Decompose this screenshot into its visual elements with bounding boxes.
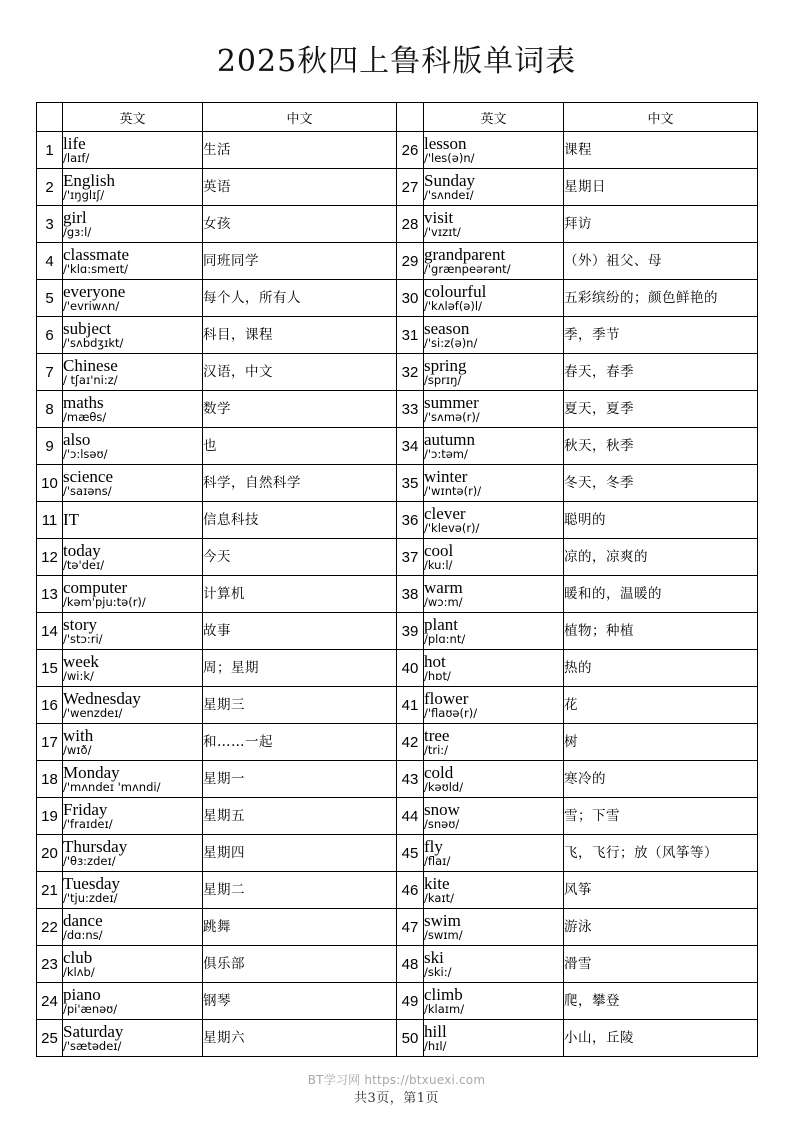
phonetic-transcription: /'sætədeɪ/: [63, 1038, 122, 1053]
phonetic-transcription: /sprɪŋ/: [424, 372, 462, 387]
row-index-left: 23: [37, 946, 63, 983]
english-cell-right: [424, 983, 564, 1020]
phonetic-transcription: /mæθs/: [63, 409, 107, 424]
english-cell-left: [63, 132, 203, 169]
phonetic-transcription: /pi'ænəʊ/: [63, 1001, 118, 1016]
phonetic-transcription: /'saɪəns/: [63, 483, 112, 498]
chinese-meaning-cell-left: 星期四: [203, 835, 397, 872]
chinese-meaning-cell-right: 秋天，秋季: [564, 428, 758, 465]
page-number: 共3页，第1页: [353, 1090, 440, 1106]
chinese-meaning-cell-left: 生活: [203, 132, 397, 169]
phonetic-transcription: /hɪl/: [424, 1038, 447, 1053]
phonetic-transcription: /'sʌbdʒɪkt/: [63, 335, 124, 350]
table-row: [37, 391, 758, 428]
chinese-meaning-cell-right: 热的: [564, 650, 758, 687]
english-word: Monday: [63, 763, 120, 783]
english-cell-right: [424, 761, 564, 798]
phonetic-transcription: /'les(ə)n/: [424, 150, 475, 165]
phonetic-transcription: /swɪm/: [424, 927, 463, 942]
phonetic-transcription: /klaɪm/: [424, 1001, 465, 1016]
row-index-left: 17: [37, 724, 63, 761]
english-word: IT: [63, 510, 80, 530]
row-index-left: 16: [37, 687, 63, 724]
chinese-meaning-cell-right: 聪明的: [564, 502, 758, 539]
phonetic-transcription: /'ɔ:lsəʊ/: [63, 446, 108, 461]
table-row: [37, 1020, 758, 1057]
chinese-meaning-cell-left: 跳舞: [203, 909, 397, 946]
english-word: grandparent: [424, 245, 506, 265]
phonetic-transcription: /'wenzdeɪ/: [63, 705, 123, 720]
phonetic-transcription: /tri:/: [424, 742, 449, 757]
row-index-right: 31: [397, 317, 424, 354]
english-cell-left: [63, 946, 203, 983]
row-index-right: 34: [397, 428, 424, 465]
english-cell-left: [63, 280, 203, 317]
english-word: hot: [424, 652, 446, 672]
row-index-left: 3: [37, 206, 63, 243]
english-cell-left: [63, 576, 203, 613]
english-cell-right: [424, 909, 564, 946]
chinese-meaning-cell-right: 暖和的，温暖的: [564, 576, 758, 613]
english-word: Thursday: [63, 837, 128, 857]
phonetic-transcription: /kəm'pju:tə(r)/: [63, 594, 146, 609]
chinese-meaning-cell-left: 数学: [203, 391, 397, 428]
english-cell-right: [424, 576, 564, 613]
chinese-meaning-cell-left: 俱乐部: [203, 946, 397, 983]
english-cell-right: [424, 946, 564, 983]
page-title: 2025秋四上鲁科版单词表: [216, 44, 577, 79]
english-word: girl: [63, 208, 87, 228]
row-index-right: 49: [397, 983, 424, 1020]
english-word: warm: [424, 578, 463, 598]
chinese-meaning-cell-left: 科学，自然科学: [203, 465, 397, 502]
english-cell-left: [63, 169, 203, 206]
chinese-meaning-cell-right: 风筝: [564, 872, 758, 909]
phonetic-transcription: /plɑ:nt/: [424, 631, 466, 646]
english-word: snow: [424, 800, 460, 820]
chinese-meaning-cell-left: 星期三: [203, 687, 397, 724]
chinese-meaning-cell-left: 科目，课程: [203, 317, 397, 354]
row-index-right: 37: [397, 539, 424, 576]
chinese-meaning-cell-left: 星期六: [203, 1020, 397, 1057]
english-word: swim: [424, 911, 461, 931]
table-row: [37, 687, 758, 724]
chinese-meaning-cell-left: 英语: [203, 169, 397, 206]
english-word: kite: [424, 874, 450, 894]
row-index-right: 39: [397, 613, 424, 650]
column-header-english-right: 英文: [424, 103, 564, 132]
row-index-left: 18: [37, 761, 63, 798]
vocabulary-table: [36, 102, 758, 1057]
row-index-right: 48: [397, 946, 424, 983]
phonetic-transcription: /'fraɪdeɪ/: [63, 816, 113, 831]
english-word: club: [63, 948, 93, 968]
chinese-meaning-cell-right: 五彩缤纷的；颜色鲜艳的: [564, 280, 758, 317]
row-index-right: 33: [397, 391, 424, 428]
english-word: Saturday: [63, 1022, 124, 1042]
english-word: hill: [424, 1022, 447, 1042]
english-word: life: [63, 134, 86, 154]
phonetic-transcription: /ku:l/: [424, 557, 453, 572]
row-index-right: 32: [397, 354, 424, 391]
row-index-left: 24: [37, 983, 63, 1020]
row-index-left: 13: [37, 576, 63, 613]
phonetic-transcription: / tʃaɪ'ni:z/: [63, 372, 118, 387]
chinese-meaning-cell-left: 女孩: [203, 206, 397, 243]
table-row: [37, 872, 758, 909]
phonetic-transcription: /ski:/: [424, 964, 452, 979]
english-cell-left: [63, 650, 203, 687]
chinese-meaning-cell-right: 课程: [564, 132, 758, 169]
chinese-meaning-cell-left: 今天: [203, 539, 397, 576]
table-row: [37, 576, 758, 613]
table-body: [37, 132, 758, 1057]
row-index-left: 21: [37, 872, 63, 909]
english-word: ski: [424, 948, 444, 968]
row-index-left: 7: [37, 354, 63, 391]
chinese-meaning-cell-right: 寒冷的: [564, 761, 758, 798]
column-header-english-left: 英文: [63, 103, 203, 132]
chinese-meaning-cell-left: 星期五: [203, 798, 397, 835]
english-word: autumn: [424, 430, 475, 450]
english-word: spring: [424, 356, 467, 376]
row-index-left: 2: [37, 169, 63, 206]
english-cell-left: [63, 835, 203, 872]
vocabulary-table-container: [0, 102, 793, 1057]
phonetic-transcription: /laɪf/: [63, 150, 90, 165]
english-word: visit: [424, 208, 454, 228]
row-index-left: 15: [37, 650, 63, 687]
table-header-row: [37, 103, 758, 132]
english-cell-left: [63, 909, 203, 946]
row-index-left: 9: [37, 428, 63, 465]
chinese-meaning-cell-right: 树: [564, 724, 758, 761]
chinese-meaning-cell-left: 星期二: [203, 872, 397, 909]
table-row: [37, 909, 758, 946]
english-cell-right: [424, 613, 564, 650]
phonetic-transcription: /klʌb/: [63, 964, 95, 979]
chinese-meaning-cell-left: 汉语，中文: [203, 354, 397, 391]
english-word: also: [63, 430, 91, 450]
phonetic-transcription: /dɑ:ns/: [63, 927, 103, 942]
english-word: story: [63, 615, 97, 635]
english-word: Tuesday: [63, 874, 120, 894]
chinese-meaning-cell-left: 星期一: [203, 761, 397, 798]
english-cell-left: [63, 465, 203, 502]
english-cell-left: [63, 1020, 203, 1057]
row-index-left: 11: [37, 502, 63, 539]
chinese-meaning-cell-right: 季，季节: [564, 317, 758, 354]
english-cell-right: [424, 132, 564, 169]
english-word: flower: [424, 689, 469, 709]
english-cell-left: [63, 798, 203, 835]
english-word: subject: [63, 319, 112, 339]
english-word: winter: [424, 467, 468, 487]
table-row: [37, 539, 758, 576]
english-word: maths: [63, 393, 104, 413]
english-word: summer: [424, 393, 479, 413]
english-cell-right: [424, 872, 564, 909]
chinese-meaning-cell-left: 故事: [203, 613, 397, 650]
row-index-right: 45: [397, 835, 424, 872]
table-row: [37, 132, 758, 169]
english-cell-left: [63, 613, 203, 650]
english-word: Friday: [63, 800, 108, 820]
row-index-right: 38: [397, 576, 424, 613]
phonetic-transcription: /wɔ:m/: [424, 594, 463, 609]
chinese-meaning-cell-right: 凉的，凉爽的: [564, 539, 758, 576]
english-word: climb: [424, 985, 463, 1005]
table-row: [37, 946, 758, 983]
chinese-meaning-cell-right: 拜访: [564, 206, 758, 243]
phonetic-transcription: /flaɪ/: [424, 853, 451, 868]
english-word: classmate: [63, 245, 130, 265]
english-cell-left: [63, 687, 203, 724]
row-index-right: 28: [397, 206, 424, 243]
phonetic-transcription: /'flaʊə(r)/: [424, 705, 478, 720]
chinese-meaning-cell-right: 飞，飞行；放（风筝等）: [564, 835, 758, 872]
phonetic-transcription: /kəʊld/: [424, 779, 464, 794]
column-header-chinese-left: 中文: [203, 103, 397, 132]
english-word: colourful: [424, 282, 487, 302]
table-row: [37, 354, 758, 391]
table-row: [37, 724, 758, 761]
phonetic-transcription: /'stɔ:ri/: [63, 631, 103, 646]
phonetic-transcription: /'vɪzɪt/: [424, 224, 461, 239]
row-index-right: 47: [397, 909, 424, 946]
phonetic-transcription: /wi:k/: [63, 668, 94, 683]
row-index-left: 14: [37, 613, 63, 650]
table-row: [37, 502, 758, 539]
chinese-meaning-cell-right: 植物；种植: [564, 613, 758, 650]
chinese-meaning-cell-right: （外）祖父、母: [564, 243, 758, 280]
english-cell-left: [63, 428, 203, 465]
table-row: [37, 465, 758, 502]
chinese-meaning-cell-right: 夏天，夏季: [564, 391, 758, 428]
row-index-left: 4: [37, 243, 63, 280]
english-cell-left: [63, 983, 203, 1020]
english-cell-right: [424, 539, 564, 576]
phonetic-transcription: /'kʌləf(ə)l/: [424, 298, 482, 313]
english-word: everyone: [63, 282, 126, 302]
english-cell-left: [63, 206, 203, 243]
english-word: English: [63, 171, 115, 191]
table-row: [37, 650, 758, 687]
row-index-left: 5: [37, 280, 63, 317]
phonetic-transcription: /wɪð/: [63, 742, 92, 757]
english-cell-right: [424, 1020, 564, 1057]
phonetic-transcription: /tə'deɪ/: [63, 557, 105, 572]
phonetic-transcription: /snəʊ/: [424, 816, 460, 831]
english-cell-right: [424, 502, 564, 539]
phonetic-transcription: /'wɪntə(r)/: [424, 483, 482, 498]
row-index-right: 29: [397, 243, 424, 280]
phonetic-transcription: /'evriwʌn/: [63, 298, 120, 313]
chinese-meaning-cell-right: 爬，攀登: [564, 983, 758, 1020]
chinese-meaning-cell-right: 游泳: [564, 909, 758, 946]
row-index-right: 42: [397, 724, 424, 761]
english-cell-right: [424, 280, 564, 317]
chinese-meaning-cell-left: 信息科技: [203, 502, 397, 539]
english-cell-right: [424, 650, 564, 687]
english-cell-left: [63, 391, 203, 428]
english-cell-right: [424, 428, 564, 465]
phonetic-transcription: /'θɜ:zdeɪ/: [63, 853, 116, 868]
phonetic-transcription: /'tju:zdeɪ/: [63, 890, 118, 905]
table-row: [37, 428, 758, 465]
chinese-meaning-cell-left: 和……一起: [203, 724, 397, 761]
row-index-right: 41: [397, 687, 424, 724]
row-index-left: 8: [37, 391, 63, 428]
english-cell-left: [63, 354, 203, 391]
phonetic-transcription: /'mʌndeɪ 'mʌndi/: [63, 779, 161, 794]
row-index-left: 10: [37, 465, 63, 502]
english-word: tree: [424, 726, 450, 746]
english-cell-right: [424, 206, 564, 243]
table-row: [37, 169, 758, 206]
row-index-left: 25: [37, 1020, 63, 1057]
table-row: [37, 317, 758, 354]
phonetic-transcription: /'ɔ:təm/: [424, 446, 468, 461]
phonetic-transcription: /'grænpeərənt/: [424, 261, 511, 276]
english-word: season: [424, 319, 470, 339]
english-cell-right: [424, 354, 564, 391]
row-index-left: 19: [37, 798, 63, 835]
row-index-right: 35: [397, 465, 424, 502]
chinese-meaning-cell-right: 滑雪: [564, 946, 758, 983]
phonetic-transcription: /'sʌmə(r)/: [424, 409, 480, 424]
row-index-right: 36: [397, 502, 424, 539]
english-word: dance: [63, 911, 103, 931]
table-row: [37, 280, 758, 317]
english-cell-left: [63, 539, 203, 576]
chinese-meaning-cell-left: 计算机: [203, 576, 397, 613]
english-cell-right: [424, 243, 564, 280]
row-index-right: 46: [397, 872, 424, 909]
phonetic-transcription: /'klɑ:smeɪt/: [63, 261, 128, 276]
chinese-meaning-cell-left: 周；星期: [203, 650, 397, 687]
phonetic-transcription: /gɜ:l/: [63, 224, 92, 239]
chinese-meaning-cell-right: 春天，春季: [564, 354, 758, 391]
page-footer: [0, 1072, 793, 1108]
english-word: science: [63, 467, 114, 487]
english-word: cool: [424, 541, 454, 561]
english-word: Sunday: [424, 171, 475, 191]
row-index-right: 44: [397, 798, 424, 835]
chinese-meaning-cell-right: 星期日: [564, 169, 758, 206]
english-word: cold: [424, 763, 454, 783]
row-index-right: 43: [397, 761, 424, 798]
english-word: with: [63, 726, 94, 746]
phonetic-transcription: /hɒt/: [424, 668, 451, 683]
english-cell-right: [424, 835, 564, 872]
english-word: Chinese: [63, 356, 118, 376]
english-cell-left: [63, 317, 203, 354]
table-row: [37, 798, 758, 835]
row-index-left: 6: [37, 317, 63, 354]
chinese-meaning-cell-right: 冬天，冬季: [564, 465, 758, 502]
row-index-left: 1: [37, 132, 63, 169]
row-index-right: 26: [397, 132, 424, 169]
row-index-left: 12: [37, 539, 63, 576]
english-cell-right: [424, 724, 564, 761]
english-cell-right: [424, 169, 564, 206]
phonetic-transcription: /'si:z(ə)n/: [424, 335, 478, 350]
english-cell-left: [63, 872, 203, 909]
english-word: clever: [424, 504, 466, 524]
chinese-meaning-cell-right: 小山，丘陵: [564, 1020, 758, 1057]
row-index-left: 20: [37, 835, 63, 872]
english-cell-right: [424, 798, 564, 835]
column-header-index-right: [397, 103, 424, 132]
english-cell-right: [424, 687, 564, 724]
row-index-right: 27: [397, 169, 424, 206]
table-row: [37, 613, 758, 650]
english-word: week: [63, 652, 99, 672]
chinese-meaning-cell-left: 钢琴: [203, 983, 397, 1020]
column-header-index-left: [37, 103, 63, 132]
phonetic-transcription: /'klevə(r)/: [424, 520, 480, 535]
table-row: [37, 243, 758, 280]
chinese-meaning-cell-right: 雪；下雪: [564, 798, 758, 835]
english-word: computer: [63, 578, 128, 598]
chinese-meaning-cell-right: 花: [564, 687, 758, 724]
row-index-right: 40: [397, 650, 424, 687]
site-watermark: BT学习网 https://btxuexi.com: [307, 1072, 486, 1087]
table-row: [37, 206, 758, 243]
phonetic-transcription: /kaɪt/: [424, 890, 455, 905]
english-word: plant: [424, 615, 458, 635]
table-row: [37, 835, 758, 872]
table-row: [37, 761, 758, 798]
english-cell-right: [424, 317, 564, 354]
chinese-meaning-cell-left: 也: [203, 428, 397, 465]
english-word: piano: [63, 985, 101, 1005]
table-row: [37, 983, 758, 1020]
row-index-right: 50: [397, 1020, 424, 1057]
english-word: lesson: [424, 134, 467, 154]
english-cell-left: [63, 724, 203, 761]
english-cell-right: [424, 391, 564, 428]
phonetic-transcription: /'ɪŋglɪʃ/: [63, 187, 105, 202]
english-cell-left: [63, 761, 203, 798]
english-word: today: [63, 541, 101, 561]
english-word: Wednesday: [63, 689, 141, 709]
row-index-left: 22: [37, 909, 63, 946]
phonetic-transcription: /'sʌndeɪ/: [424, 187, 474, 202]
english-cell-left: [63, 243, 203, 280]
chinese-meaning-cell-left: 同班同学: [203, 243, 397, 280]
chinese-meaning-cell-left: 每个人，所有人: [203, 280, 397, 317]
row-index-right: 30: [397, 280, 424, 317]
table-header: [37, 103, 758, 132]
english-word: fly: [424, 837, 443, 857]
english-cell-left: [63, 502, 203, 539]
column-header-chinese-right: 中文: [564, 103, 758, 132]
english-cell-right: [424, 465, 564, 502]
